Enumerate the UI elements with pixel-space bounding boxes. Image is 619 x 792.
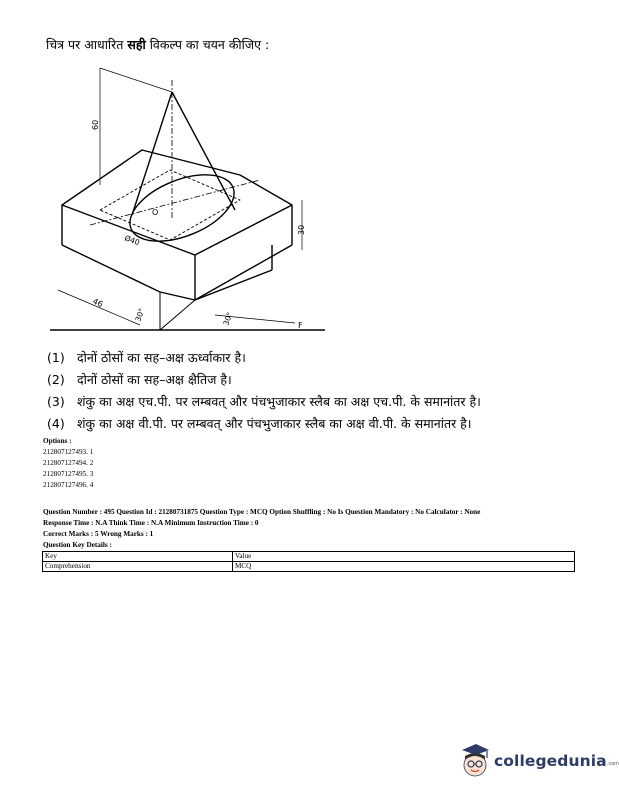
option-id-2: 212807127494. 2 [43,459,94,467]
table-row [43,562,575,572]
angle-30-left: 30° [133,307,147,323]
label-f: F [298,321,303,330]
slab-bottom [62,245,292,300]
slab-right-low [195,270,272,300]
table-header-value: Value [233,552,575,562]
isometric-figure [40,60,340,340]
mascot-icon [460,742,490,780]
ext-line-60-top [100,68,172,92]
option-2-num: (2) [47,372,65,387]
option-1 [47,349,246,366]
question-post: विकल्प का चयन कीजिए : [145,37,270,52]
dim-60: 60 [91,119,100,130]
question-meta-line1: Question Number : 495 Question Id : 21280731875 Question Type : MCQ Option Shuffling : No Is Question Mandatory : No Calculator : None [43,508,481,516]
table-cell-key: Comprehension [43,562,233,572]
axis-line-1 [90,180,260,225]
label-d40: Ø40 [123,233,141,248]
option-id-1: 212807127493. 1 [43,448,94,456]
question-pre: चित्र पर आधारित [46,37,128,52]
dim-46: 46 [91,296,105,310]
question-emph: सही [127,37,146,52]
option-id-4: 212807127496. 4 [43,481,94,489]
table-header-row [43,552,575,562]
question-meta-line4: Question Key Details : [43,541,112,549]
option-4 [47,415,472,432]
label-o: O [152,208,159,217]
question-meta-line2: Response Time : N.A Think Time : N.A Minimum Instruction Time : 0 [43,519,259,527]
option-3-text: शंकु का अक्ष एच.पी. पर लम्बवत् और पंचभुजाकार स्लैब का अक्ष एच.पी. के समानांतर है। [77,394,481,409]
logo-suffix: .com [606,761,619,767]
slab-front-low [160,300,195,330]
table-cell-value: MCQ [233,562,575,572]
option-4-text: शंकु का अक्ष वी.पी. पर लम्बवत् और पंचभुजाकार स्लैब का अक्ष वी.पी. के समानांतर है। [77,416,472,431]
question-key-table [42,551,575,572]
table-header-key: Key [43,552,233,562]
option-3-num: (3) [47,394,65,409]
option-4-num: (4) [47,416,65,431]
option-2 [47,371,232,388]
collegedunia-logo [460,742,619,780]
option-3 [47,393,481,410]
cone-edge-right [172,92,235,210]
logo-text: collegedunia [494,752,607,770]
option-2-text: दोनों ठोसों का सह–अक्ष क्षैतिज है। [77,372,232,387]
option-id-3: 212807127495. 3 [43,470,94,478]
question-meta-line3: Correct Marks : 5 Wrong Marks : 1 [43,530,154,538]
option-1-num: (1) [47,350,65,365]
dim-30: 30 [297,224,306,235]
question-text [46,36,269,53]
angle-30-right: 30° [221,311,235,327]
option-1-text: दोनों ठोसों का सह–अक्ष ऊर्ध्वाकार है। [77,350,246,365]
options-heading: Options : [43,437,72,445]
